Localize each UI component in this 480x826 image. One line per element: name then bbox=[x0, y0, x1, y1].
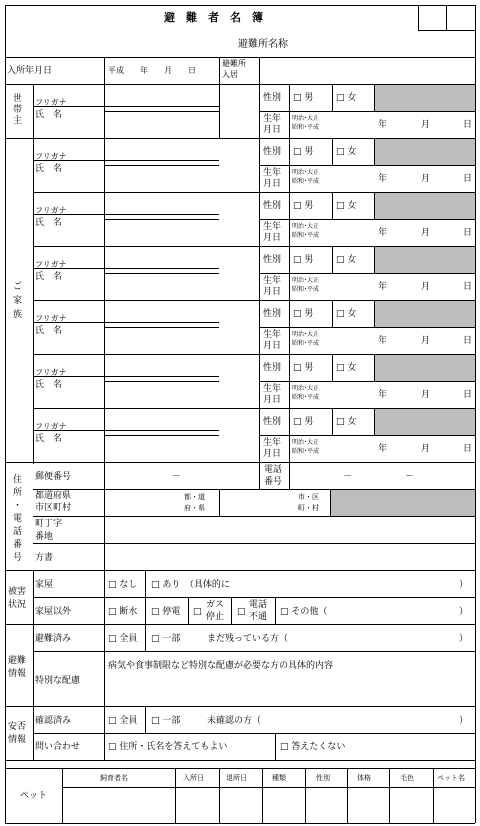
family-label-3: 族 bbox=[13, 310, 23, 320]
h-rule bbox=[259, 381, 475, 382]
name-label: 氏 名 bbox=[35, 326, 63, 336]
birth-label-2: 月日 bbox=[263, 395, 282, 405]
pref-suffix-2: 府・県 bbox=[184, 504, 205, 512]
v-rule bbox=[62, 768, 63, 823]
name-label: 氏 名 bbox=[35, 380, 63, 390]
birth-label-2: 月日 bbox=[263, 449, 282, 459]
furigana-label: フリガナ bbox=[35, 152, 67, 161]
remaining-label: まだ残っている方（ bbox=[207, 634, 289, 644]
h-rule bbox=[259, 273, 475, 274]
v-rule bbox=[145, 624, 146, 651]
h-rule bbox=[5, 138, 33, 139]
era-label-2: 昭和･平成 bbox=[292, 124, 320, 131]
birth-label-1: 生年 bbox=[263, 222, 282, 232]
safety-part-checkbox[interactable]: □ 一部 bbox=[151, 716, 181, 726]
era-label-2: 昭和･平成 bbox=[292, 394, 320, 401]
era-label-2: 昭和･平成 bbox=[292, 178, 320, 185]
era-label-1: 明治･大正 bbox=[292, 115, 320, 122]
water-checkbox[interactable]: □ 断水 bbox=[108, 607, 138, 617]
shelter-entry-label-2: 入居 bbox=[222, 70, 238, 79]
address-vlabel-3: ・ bbox=[13, 501, 23, 511]
era-label-2: 昭和･平成 bbox=[292, 232, 320, 239]
month-label: 月 bbox=[421, 282, 431, 292]
v-rule bbox=[5, 5, 6, 823]
h-rule bbox=[259, 435, 475, 436]
day-label: 日 bbox=[463, 336, 473, 346]
shelter-name-label: 避難所名称 bbox=[238, 39, 288, 50]
v-rule bbox=[332, 408, 333, 435]
v-rule bbox=[446, 5, 447, 30]
v-rule bbox=[389, 768, 390, 823]
head-label-3: 主 bbox=[13, 116, 23, 126]
h-rule bbox=[5, 57, 475, 58]
house-yes-checkbox[interactable]: □ あり （具体的に bbox=[151, 580, 230, 590]
birth-label-2: 月日 bbox=[263, 233, 282, 243]
v-rule bbox=[289, 462, 290, 489]
inquiry-label: 問い合わせ bbox=[35, 742, 81, 752]
birth-label-2: 月日 bbox=[263, 125, 282, 135]
h-rule bbox=[104, 327, 219, 328]
h-rule bbox=[5, 706, 475, 707]
h-rule bbox=[62, 787, 475, 788]
postal-label: 郵便番号 bbox=[35, 472, 72, 482]
v-rule bbox=[332, 246, 333, 273]
phone-label-1: 電話 bbox=[264, 465, 283, 475]
damage-label-1: 被害 bbox=[8, 587, 27, 597]
pet-header-name: ペット名 bbox=[437, 774, 465, 782]
pet-header-exit: 退所日 bbox=[226, 774, 247, 782]
pref-suffix-1: 都・道 bbox=[184, 493, 205, 501]
v-rule bbox=[219, 489, 220, 516]
h-rule bbox=[33, 597, 475, 598]
furigana-label: フリガナ bbox=[35, 260, 67, 269]
year-label: 年 bbox=[378, 282, 388, 292]
furigana-label: フリガナ bbox=[35, 368, 67, 377]
month-label: 月 bbox=[421, 390, 431, 400]
family-label-2: 家 bbox=[13, 296, 23, 306]
town-label-1: 町丁字 bbox=[35, 519, 63, 529]
address-vlabel-2: 所 bbox=[13, 488, 23, 498]
gray-shaded-cell bbox=[375, 247, 475, 273]
special-desc: 病気や食事制限など特別な配慮が必要な方の具体的内容 bbox=[108, 661, 334, 671]
furigana-label: フリガナ bbox=[35, 314, 67, 323]
gray-shaded-cell bbox=[331, 490, 475, 516]
shelter-entry-label: 避難所 bbox=[222, 59, 246, 68]
inquiry-no-checkbox[interactable]: □ 答えたくない bbox=[280, 742, 346, 752]
other-checkbox[interactable]: □ その他（ bbox=[280, 607, 328, 617]
pet-header-size: 体格 bbox=[357, 774, 371, 782]
name-label: 氏 名 bbox=[35, 272, 63, 282]
v-rule bbox=[104, 57, 105, 84]
pref-label-2: 市区町村 bbox=[35, 503, 72, 513]
birth-label-2: 月日 bbox=[263, 341, 282, 351]
h-rule bbox=[104, 273, 219, 274]
h-rule bbox=[33, 733, 475, 734]
birth-label-1: 生年 bbox=[263, 330, 282, 340]
v-rule bbox=[332, 192, 333, 219]
year-label: 年 bbox=[378, 120, 388, 130]
era-label-1: 明治･大正 bbox=[292, 277, 320, 284]
gas-checkbox[interactable]: □ bbox=[193, 607, 202, 617]
h-rule bbox=[446, 30, 475, 31]
year-label: 年 bbox=[378, 228, 388, 238]
furigana-label: フリガナ bbox=[35, 206, 67, 215]
v-rule bbox=[332, 300, 333, 327]
evac-label-2: 情報 bbox=[8, 669, 27, 679]
v-rule bbox=[332, 84, 333, 111]
h-rule bbox=[259, 327, 475, 328]
h-rule bbox=[5, 570, 475, 571]
evac-done-label: 避難済み bbox=[35, 634, 72, 644]
gender-label: 性別 bbox=[263, 309, 282, 319]
address-vlabel-4: 電 bbox=[13, 514, 23, 524]
male-checkbox[interactable]: □ 男 bbox=[293, 309, 314, 319]
male-checkbox[interactable]: □ 男 bbox=[293, 201, 314, 211]
gas-label-1: ガス bbox=[206, 600, 225, 610]
city-suffix-1: 市・区 bbox=[298, 493, 319, 501]
v-rule bbox=[175, 768, 176, 823]
era-label-2: 昭和･平成 bbox=[292, 286, 320, 293]
phone-dash-1: － bbox=[343, 472, 353, 482]
day-label: 日 bbox=[463, 390, 473, 400]
v-rule bbox=[104, 462, 105, 570]
house-label: 家屋 bbox=[35, 580, 54, 590]
close-paren-2: ） bbox=[459, 607, 469, 617]
male-checkbox[interactable]: □ 男 bbox=[293, 417, 314, 427]
female-checkbox[interactable]: □ 女 bbox=[336, 93, 357, 103]
building-label: 方書 bbox=[35, 553, 54, 563]
birth-label-1: 生年 bbox=[263, 276, 282, 286]
address-vlabel-6: 番 bbox=[13, 540, 23, 550]
pref-label-1: 都道府県 bbox=[35, 491, 72, 501]
gray-shaded-cell bbox=[375, 193, 475, 219]
v-rule bbox=[145, 570, 146, 624]
month-label: 月 bbox=[421, 336, 431, 346]
birth-label-2: 月日 bbox=[263, 287, 282, 297]
era-label-2: 昭和･平成 bbox=[292, 448, 320, 455]
male-checkbox[interactable]: □ 男 bbox=[293, 93, 314, 103]
inquiry-ok-checkbox[interactable]: □ 住所・氏名を答えてもよい bbox=[108, 742, 228, 752]
phone-out-label-1: 電話 bbox=[249, 600, 268, 610]
month-label: 月 bbox=[421, 228, 431, 238]
v-rule bbox=[104, 570, 105, 624]
address-vlabel-5: 話 bbox=[13, 527, 23, 537]
h-rule bbox=[5, 760, 475, 761]
phone-dash-2: － bbox=[405, 472, 415, 482]
female-checkbox[interactable]: □ 女 bbox=[336, 147, 357, 157]
entry-date-label: 入所年月日 bbox=[7, 66, 53, 76]
h-rule bbox=[5, 768, 475, 769]
gas-label-2: 停止 bbox=[206, 612, 225, 622]
close-paren: ） bbox=[459, 580, 469, 590]
v-rule bbox=[188, 597, 189, 624]
confirmed-label: 確認済み bbox=[35, 716, 72, 726]
day-label: 日 bbox=[463, 282, 473, 292]
h-rule bbox=[5, 624, 475, 625]
close-paren-3: ） bbox=[459, 634, 469, 644]
house-none-checkbox[interactable]: □ なし bbox=[108, 580, 138, 590]
name-label: 氏 名 bbox=[35, 434, 63, 444]
pet-header-type: 種類 bbox=[272, 774, 286, 782]
v-rule bbox=[275, 733, 276, 760]
v-rule bbox=[259, 57, 260, 84]
v-rule bbox=[418, 5, 419, 30]
safety-label-1: 安否 bbox=[8, 722, 27, 732]
day-label: 日 bbox=[463, 120, 473, 130]
birth-label-1: 生年 bbox=[263, 384, 282, 394]
h-rule bbox=[104, 381, 219, 382]
v-rule bbox=[475, 5, 476, 823]
v-rule bbox=[231, 597, 232, 624]
h-rule bbox=[259, 111, 475, 112]
day-label: 日 bbox=[463, 228, 473, 238]
era-label-1: 明治･大正 bbox=[292, 331, 320, 338]
family-label-1: ご bbox=[13, 282, 23, 292]
gender-label: 性別 bbox=[263, 363, 282, 373]
era-label-1: 明治･大正 bbox=[292, 223, 320, 230]
v-rule bbox=[332, 354, 333, 381]
special-label: 特別な配慮 bbox=[35, 676, 81, 686]
postal-dash: － bbox=[172, 472, 182, 482]
form-title: 避 難 者 名 簿 bbox=[164, 11, 263, 24]
month-label: 月 bbox=[421, 120, 431, 130]
h-rule bbox=[418, 30, 446, 31]
town-label-2: 番地 bbox=[35, 532, 54, 542]
v-rule bbox=[219, 768, 220, 823]
city-suffix-2: 町・村 bbox=[298, 504, 319, 512]
gray-shaded-cell bbox=[375, 355, 475, 381]
day-label: 日 bbox=[463, 444, 473, 454]
address-vlabel-1: 住 bbox=[13, 475, 23, 485]
h-rule bbox=[5, 5, 475, 6]
gray-shaded-cell bbox=[375, 409, 475, 435]
name-label: 氏 名 bbox=[35, 218, 63, 228]
phone-out-label-2: 不通 bbox=[249, 612, 268, 622]
evac-all-checkbox[interactable]: □ 全員 bbox=[108, 634, 138, 644]
year-label: 年 bbox=[378, 390, 388, 400]
evac-label-1: 避難 bbox=[8, 656, 27, 666]
v-rule bbox=[104, 706, 105, 760]
h-rule bbox=[5, 462, 475, 463]
h-rule bbox=[33, 651, 475, 652]
birth-label-2: 月日 bbox=[263, 179, 282, 189]
h-rule bbox=[104, 165, 219, 166]
v-rule bbox=[332, 138, 333, 165]
damage-label-2: 状況 bbox=[8, 600, 27, 610]
name-label: 氏 名 bbox=[35, 110, 63, 120]
birth-label-1: 生年 bbox=[263, 168, 282, 178]
gender-label: 性別 bbox=[263, 201, 282, 211]
female-checkbox[interactable]: □ 女 bbox=[336, 201, 357, 211]
safety-label-2: 情報 bbox=[8, 735, 27, 745]
phone-out-checkbox[interactable]: □ bbox=[237, 607, 246, 617]
pet-header-entry: 入所日 bbox=[183, 774, 204, 782]
male-checkbox[interactable]: □ 男 bbox=[293, 255, 314, 265]
head-label-2: 帯 bbox=[13, 105, 23, 115]
male-checkbox[interactable]: □ 男 bbox=[293, 363, 314, 373]
safety-all-checkbox[interactable]: □ 全員 bbox=[108, 716, 138, 726]
v-rule bbox=[104, 624, 105, 706]
h-rule bbox=[33, 543, 475, 544]
female-checkbox[interactable]: □ 女 bbox=[336, 309, 357, 319]
pet-header-gender: 性別 bbox=[316, 774, 330, 782]
h-rule bbox=[33, 516, 475, 517]
h-rule bbox=[259, 165, 475, 166]
address-vlabel-7: 号 bbox=[13, 553, 23, 563]
h-rule bbox=[259, 219, 475, 220]
male-checkbox[interactable]: □ 男 bbox=[293, 147, 314, 157]
era-label-2: 昭和･平成 bbox=[292, 340, 320, 347]
v-rule bbox=[259, 462, 260, 489]
power-checkbox[interactable]: □ 停電 bbox=[151, 607, 181, 617]
gray-shaded-cell bbox=[375, 85, 475, 111]
other-damage-label: 家屋以外 bbox=[35, 607, 72, 617]
h-rule bbox=[104, 111, 219, 112]
v-rule bbox=[433, 768, 434, 823]
h-rule bbox=[5, 823, 475, 824]
month-label: 月 bbox=[421, 174, 431, 184]
v-rule bbox=[305, 768, 306, 823]
pet-header-owner: 飼育者名 bbox=[100, 774, 128, 782]
year-label: 年 bbox=[378, 444, 388, 454]
phone-label-2: 番号 bbox=[264, 477, 283, 487]
h-rule bbox=[104, 219, 219, 220]
pet-header-color: 毛色 bbox=[400, 774, 414, 782]
h-rule bbox=[104, 435, 219, 436]
female-checkbox[interactable]: □ 女 bbox=[336, 363, 357, 373]
head-label-1: 世 bbox=[13, 94, 23, 104]
entry-date-value: 平成 年 月 日 bbox=[108, 66, 196, 75]
birth-label-1: 生年 bbox=[263, 114, 282, 124]
name-label: 氏 名 bbox=[35, 164, 63, 174]
birth-label-1: 生年 bbox=[263, 438, 282, 448]
v-rule bbox=[33, 84, 34, 464]
furigana-label: フリガナ bbox=[35, 98, 67, 107]
furigana-label: フリガナ bbox=[35, 422, 67, 431]
gender-label: 性別 bbox=[263, 417, 282, 427]
pet-label: ペット bbox=[20, 791, 48, 801]
close-paren-4: ） bbox=[459, 716, 469, 726]
v-rule bbox=[33, 624, 34, 706]
year-label: 年 bbox=[378, 174, 388, 184]
era-label-1: 明治･大正 bbox=[292, 439, 320, 446]
gender-label: 性別 bbox=[263, 255, 282, 265]
year-label: 年 bbox=[378, 336, 388, 346]
gender-label: 性別 bbox=[263, 93, 282, 103]
gender-label: 性別 bbox=[263, 147, 282, 157]
v-rule bbox=[262, 768, 263, 823]
v-rule bbox=[275, 597, 276, 624]
female-checkbox[interactable]: □ 女 bbox=[336, 417, 357, 427]
gray-shaded-cell bbox=[375, 301, 475, 327]
gray-shaded-cell bbox=[375, 139, 475, 165]
era-label-1: 明治･大正 bbox=[292, 169, 320, 176]
evac-part-checkbox[interactable]: □ 一部 bbox=[151, 634, 181, 644]
unconfirmed-label: 未確認の方（ bbox=[207, 716, 262, 726]
v-rule bbox=[219, 57, 220, 138]
day-label: 日 bbox=[463, 174, 473, 184]
female-checkbox[interactable]: □ 女 bbox=[336, 255, 357, 265]
month-label: 月 bbox=[421, 444, 431, 454]
v-rule bbox=[347, 768, 348, 823]
v-rule bbox=[145, 706, 146, 733]
era-label-1: 明治･大正 bbox=[292, 385, 320, 392]
